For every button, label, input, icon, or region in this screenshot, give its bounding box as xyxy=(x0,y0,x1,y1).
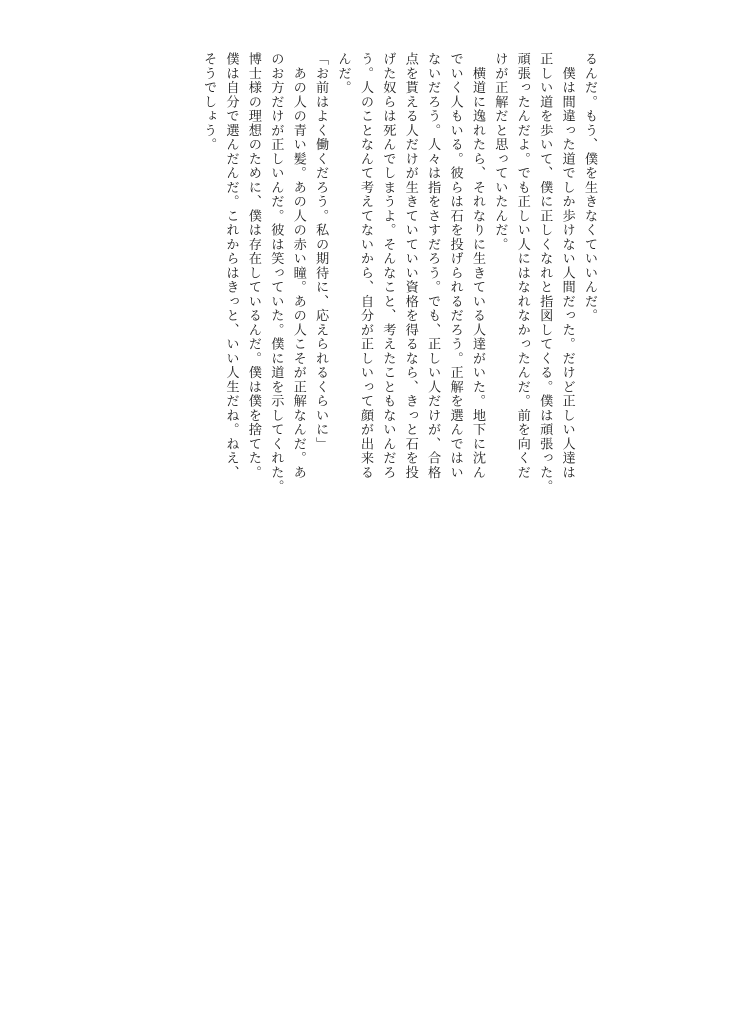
text-line: 横道に逸れたら、それなりに生きている人達がいた。地下に沈ん xyxy=(469,52,485,480)
text-line: るんだ。もう、僕を生きなくていいんだ。 xyxy=(582,52,597,323)
text-line: 頑張ったんだよ。でも正しい人にはなれなかったんだ。前を向くだ xyxy=(514,52,530,480)
text-line: 正しい道を歩いて、僕に正しくなれと指図してくる。僕は頑張った。 xyxy=(537,52,553,494)
text-line: う。人のことなんて考えてないから、自分が正しいって顔が出来る xyxy=(357,52,373,480)
text-line: そうでしょう。 xyxy=(201,52,217,152)
text-line: のお方だけが正しいんだ。彼は笑っていた。僕に道を示してくれた。 xyxy=(268,52,284,494)
vertical-text-block xyxy=(197,52,600,504)
text-line: 点を貰える人だけが生きていていい資格を得るなら、きっと石を投 xyxy=(402,52,418,480)
text-line: 僕は自分で選んだんだ。これからはきっと、いい人生だね。ねえ、 xyxy=(223,52,239,480)
text-line: げた奴らは死んでしまうよ。そんなこと、考えたこともないんだろ xyxy=(380,52,396,480)
text-line: 博士様の理想のために、僕は存在しているんだ。僕は僕を捨てた。 xyxy=(245,52,261,480)
text-line: 僕は間違った道でしか歩けない人間だった。だけど正しい人達は xyxy=(559,52,575,480)
text-line: けが正解だと思っていたんだ。 xyxy=(492,52,508,252)
text-line: んだ。 xyxy=(335,52,351,95)
text-line: ないだろう。人々は指をさすだろう。でも、正しい人だけが、合格 xyxy=(425,52,441,480)
text-line: あの人の青い髪。あの人の赤い瞳。あの人こそが正解なんだ。あ xyxy=(290,52,306,480)
dialogue-line: 「お前はよく働くだろう。私の期待に、応えられるくらいに」 xyxy=(313,52,329,451)
text-line: でいく人もいる。彼らは石を投げられるだろう。正解を選んではい xyxy=(447,52,463,480)
